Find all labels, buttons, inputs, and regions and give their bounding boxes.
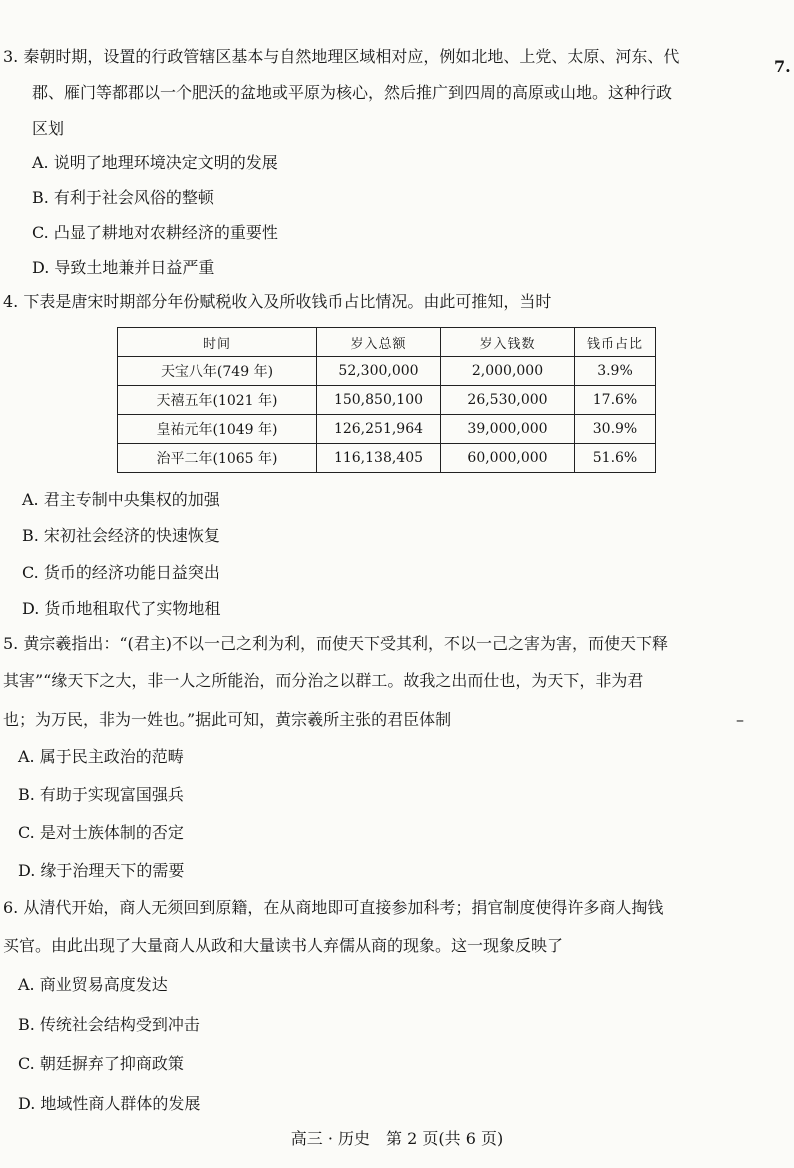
q5-option-c[interactable]: C. 是对士族体制的否定 bbox=[18, 823, 184, 842]
q6-option-a[interactable]: A. 商业贸易高度发达 bbox=[18, 975, 168, 994]
q6-stem-line-1: 6. 从清代开始，商人无须回到原籍，在从商地即可直接参加科考；捐官制度使得许多商人掏钱 bbox=[3, 898, 664, 917]
table-row bbox=[118, 444, 656, 473]
header-total: 岁入总额 bbox=[317, 328, 441, 357]
q3-stem-line-3: 区划 bbox=[32, 119, 65, 138]
header-ratio: 钱币占比 bbox=[575, 328, 656, 357]
tax-revenue-table bbox=[117, 327, 656, 473]
q4-option-b[interactable]: B. 宋初社会经济的快速恢复 bbox=[22, 526, 220, 545]
q5-stem-line-1: 5. 黄宗羲指出：“(君主)不以一己之利为利，而使天下受其利，不以一己之害为害，而使天下释 bbox=[3, 634, 669, 653]
q4-option-d[interactable]: D. 货币地租取代了实物地租 bbox=[22, 599, 221, 618]
cell-cash: 60,000,000 bbox=[441, 444, 575, 473]
q6-option-b[interactable]: B. 传统社会结构受到冲击 bbox=[18, 1015, 200, 1034]
cell-cash: 39,000,000 bbox=[441, 415, 575, 444]
q5-option-b[interactable]: B. 有助于实现富国强兵 bbox=[18, 785, 184, 804]
cell-total: 116,138,405 bbox=[317, 444, 441, 473]
table-header-row bbox=[118, 328, 656, 357]
cell-cash: 26,530,000 bbox=[441, 386, 575, 415]
q3-option-c[interactable]: C. 凸显了耕地对农耕经济的重要性 bbox=[32, 223, 278, 242]
q3-stem-line-2: 郡、雁门等都郡以一个肥沃的盆地或平原为核心，然后推广到四周的高原或山地。这种行政 bbox=[32, 83, 673, 102]
q3-stem-line-1: 3. 秦朝时期，设置的行政管辖区基本与自然地理区域相对应，例如北地、上党、太原、河东、代 bbox=[3, 47, 680, 66]
page-footer: 高三 · 历史 第 2 页(共 6 页) bbox=[290, 1129, 504, 1148]
margin-dash-mark: – bbox=[736, 710, 744, 729]
table-row bbox=[118, 415, 656, 444]
q6-option-d[interactable]: D. 地域性商人群体的发展 bbox=[18, 1094, 201, 1113]
header-time: 时间 bbox=[118, 328, 317, 357]
q3-option-d[interactable]: D. 导致土地兼并日益严重 bbox=[32, 258, 215, 277]
cell-ratio: 3.9% bbox=[575, 357, 656, 386]
q3-option-a[interactable]: A. 说明了地理环境决定文明的发展 bbox=[32, 153, 278, 172]
cell-total: 126,251,964 bbox=[317, 415, 441, 444]
q5-stem-line-3: 也；为万民，非为一姓也。”据此可知，黄宗羲所主张的君臣体制 bbox=[3, 710, 452, 729]
cell-ratio: 30.9% bbox=[575, 415, 656, 444]
cell-time: 治平二年(1065 年) bbox=[118, 444, 317, 473]
q5-stem-line-2: 其害”“缘天下之大，非一人之所能治，而分治之以群工。故我之出而仕也，为天下，非为君 bbox=[3, 671, 644, 690]
q5-option-d[interactable]: D. 缘于治理天下的需要 bbox=[18, 861, 185, 880]
cell-ratio: 17.6% bbox=[575, 386, 656, 415]
q6-option-c[interactable]: C. 朝廷摒弃了抑商政策 bbox=[18, 1054, 184, 1073]
q4-option-a[interactable]: A. 君主专制中央集权的加强 bbox=[22, 490, 220, 509]
cell-total: 52,300,000 bbox=[317, 357, 441, 386]
header-cash: 岁入钱数 bbox=[441, 328, 575, 357]
q4-stem: 4. 下表是唐宋时期部分年份赋税收入及所收钱币占比情况。由此可推知，当时 bbox=[3, 292, 552, 311]
cell-time: 天宝八年(749 年) bbox=[118, 357, 317, 386]
q5-option-a[interactable]: A. 属于民主政治的范畴 bbox=[18, 747, 184, 766]
table-row bbox=[118, 357, 656, 386]
table-row bbox=[118, 386, 656, 415]
cell-cash: 2,000,000 bbox=[441, 357, 575, 386]
q3-option-b[interactable]: B. 有利于社会风俗的整顿 bbox=[32, 188, 214, 207]
q6-stem-line-2: 买官。由此出现了大量商人从政和大量读书人弃儒从商的现象。这一现象反映了 bbox=[3, 936, 564, 955]
cell-total: 150,850,100 bbox=[317, 386, 441, 415]
cell-ratio: 51.6% bbox=[575, 444, 656, 473]
q4-option-c[interactable]: C. 货币的经济功能日益突出 bbox=[22, 563, 220, 582]
cell-time: 天禧五年(1021 年) bbox=[118, 386, 317, 415]
cell-time: 皇祐元年(1049 年) bbox=[118, 415, 317, 444]
next-column-question-number: 7. bbox=[774, 57, 791, 76]
